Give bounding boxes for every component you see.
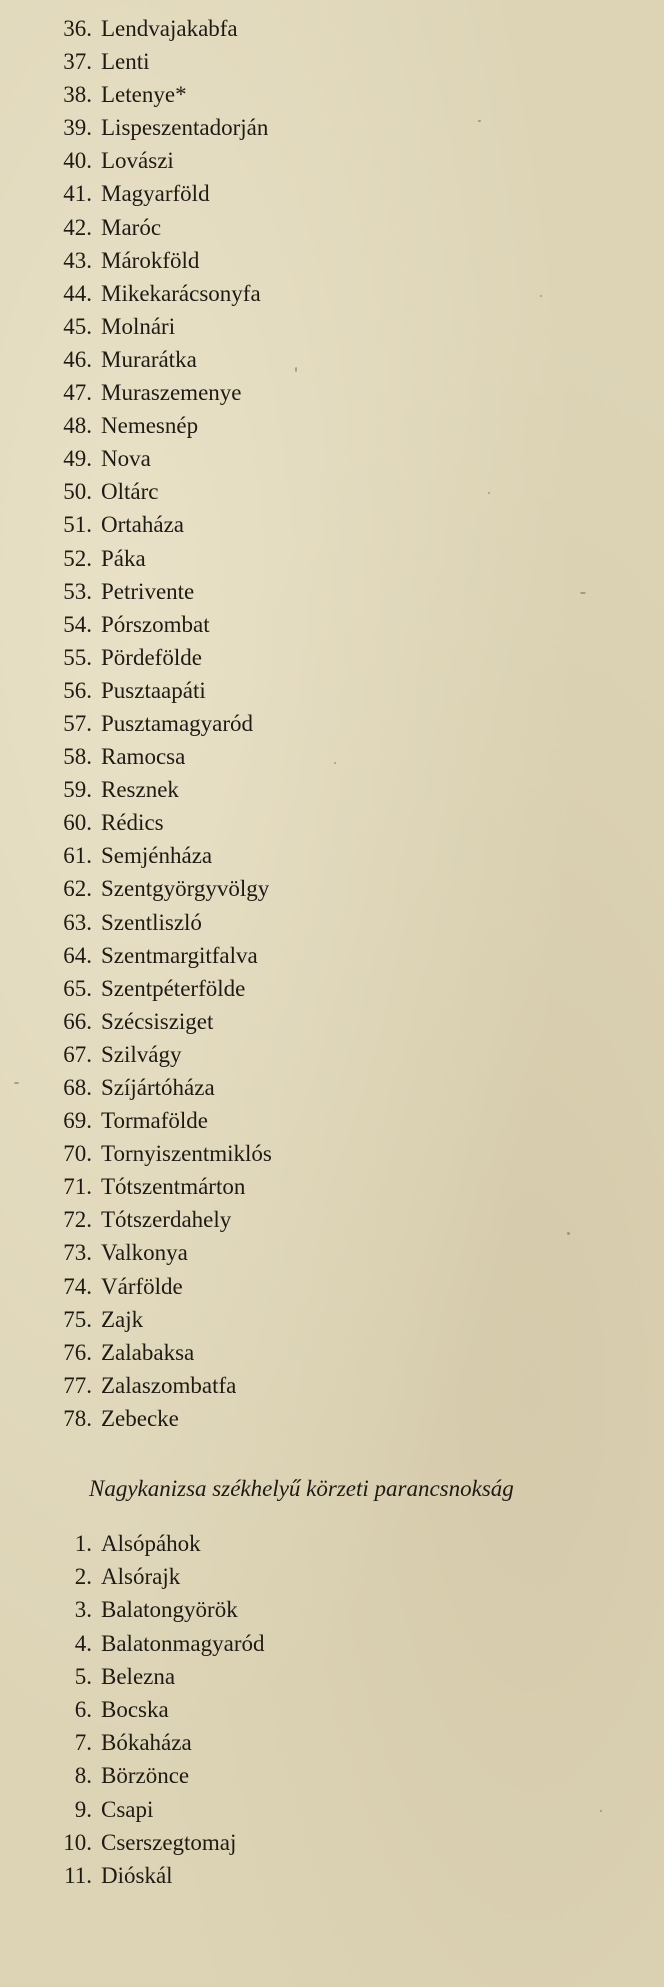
settlement-name: Letenye* xyxy=(101,82,187,108)
scan-speck xyxy=(540,295,542,297)
settlement-name: Alsópáhok xyxy=(101,1531,201,1556)
item-number: 51. xyxy=(63,512,92,538)
settlement-name: Mikekarácsonyfa xyxy=(101,280,261,306)
settlement-name: Ortaháza xyxy=(101,512,184,538)
settlement-name: Szilvágy xyxy=(101,1041,182,1067)
settlement-name: Molnári xyxy=(101,313,176,339)
settlement-name: Bocska xyxy=(101,1696,169,1722)
item-number: 38. xyxy=(63,82,92,108)
scan-speck xyxy=(14,1082,19,1084)
item-number: 4. xyxy=(74,1630,92,1656)
settlement-name: Zajk xyxy=(101,1306,144,1332)
item-number: 52. xyxy=(63,545,92,571)
settlement-name: Pusztamagyaród xyxy=(101,710,254,736)
item-number: 57. xyxy=(63,710,92,736)
item-number: 70. xyxy=(63,1141,92,1167)
settlement-name: Pusztaapáti xyxy=(101,677,206,703)
item-number: 8. xyxy=(74,1763,92,1789)
item-number: 37. xyxy=(63,49,92,75)
item-number: 2. xyxy=(74,1564,92,1590)
settlement-name: Belezna xyxy=(101,1663,176,1689)
item-number: 72. xyxy=(63,1207,92,1233)
item-number: 39. xyxy=(63,115,92,141)
item-number: 73. xyxy=(63,1240,92,1266)
section-heading: Nagykanizsa székhelyű körzeti parancsnokság xyxy=(89,1476,514,1501)
item-number: 75. xyxy=(63,1306,92,1332)
settlement-name: Muraszemenye xyxy=(101,380,242,406)
item-number: 58. xyxy=(63,744,92,770)
settlement-name: Zalaszombatfa xyxy=(101,1372,237,1398)
item-number: 69. xyxy=(63,1108,92,1134)
item-number: 60. xyxy=(63,810,92,836)
settlement-name: Petrivente xyxy=(101,578,195,604)
item-number: 68. xyxy=(63,1075,92,1100)
item-number: 67. xyxy=(63,1041,92,1067)
item-number: 65. xyxy=(63,975,92,1001)
item-number: 76. xyxy=(63,1339,92,1365)
item-number: 49. xyxy=(63,446,92,472)
settlement-name: Resznek xyxy=(101,777,179,803)
item-number: 74. xyxy=(63,1273,92,1299)
item-number: 55. xyxy=(63,644,92,670)
settlement-name: Rédics xyxy=(101,810,164,836)
item-number: 45. xyxy=(63,313,92,339)
item-number: 46. xyxy=(63,346,92,372)
item-number: 64. xyxy=(63,942,92,968)
settlement-name: Zalabaksa xyxy=(101,1339,195,1365)
item-number: 9. xyxy=(74,1796,92,1822)
settlement-name: Zebecke xyxy=(101,1405,179,1431)
settlement-name: Márokföld xyxy=(101,247,200,273)
item-number: 62. xyxy=(63,876,92,902)
item-number: 42. xyxy=(63,214,92,240)
settlement-name: Lendvajakabfa xyxy=(101,16,238,41)
item-number: 40. xyxy=(63,148,92,174)
settlement-name: Bókaháza xyxy=(101,1730,192,1756)
item-number: 3. xyxy=(74,1597,92,1623)
item-number: 6. xyxy=(74,1696,92,1722)
settlement-name: Tornyiszentmiklós xyxy=(101,1141,272,1167)
scan-speck xyxy=(488,492,490,494)
scan-speck xyxy=(295,367,297,372)
item-number: 47. xyxy=(63,380,92,406)
settlement-name: Murarátka xyxy=(101,346,197,372)
settlement-name: Alsórajk xyxy=(101,1564,181,1590)
item-number: 44. xyxy=(63,280,92,306)
item-number: 43. xyxy=(63,247,92,273)
item-number: 77. xyxy=(63,1372,92,1398)
settlement-name: Tormafölde xyxy=(101,1108,208,1134)
settlement-name: Cserszegtomaj xyxy=(101,1829,237,1855)
settlement-name: Pórszombat xyxy=(101,611,210,637)
item-number: 63. xyxy=(63,909,92,935)
settlement-name: Balatongyörök xyxy=(101,1597,238,1623)
settlement-name: Szentmargitfalva xyxy=(101,942,258,968)
scan-speck xyxy=(600,1810,602,1812)
settlement-name: Oltárc xyxy=(101,479,159,505)
item-number: 66. xyxy=(63,1008,92,1034)
settlement-name: Szécsisziget xyxy=(101,1008,214,1034)
settlement-name: Nemesnép xyxy=(101,413,199,439)
item-number: 1. xyxy=(74,1531,92,1556)
settlement-name: Ramocsa xyxy=(101,744,186,770)
settlement-name: Valkonya xyxy=(101,1240,188,1266)
settlement-name: Várfölde xyxy=(101,1273,183,1299)
item-number: 59. xyxy=(63,777,92,803)
settlement-name: Lenti xyxy=(101,49,150,75)
settlement-name: Páka xyxy=(101,545,146,571)
settlement-name: Nova xyxy=(101,446,151,472)
settlement-name: Lovászi xyxy=(101,148,174,174)
item-number: 10. xyxy=(63,1829,92,1855)
item-number: 7. xyxy=(74,1730,92,1756)
item-number: 61. xyxy=(63,843,92,869)
settlement-name: Szíjártóháza xyxy=(101,1075,215,1100)
item-number: 50. xyxy=(63,479,92,505)
settlement-name: Tótszerdahely xyxy=(101,1207,232,1233)
item-number: 11. xyxy=(64,1862,92,1888)
settlement-name: Szentliszló xyxy=(101,909,202,935)
item-number: 56. xyxy=(63,677,92,703)
settlement-name: Szentpéterfölde xyxy=(101,975,246,1001)
item-number: 53. xyxy=(63,578,92,604)
item-number: 78. xyxy=(63,1405,92,1431)
settlement-name: Börzönce xyxy=(101,1763,190,1789)
settlement-name: Semjénháza xyxy=(101,843,213,869)
item-number: 54. xyxy=(63,611,92,637)
settlement-name: Csapi xyxy=(101,1796,154,1822)
settlement-name: Pördefölde xyxy=(101,644,202,670)
item-number: 71. xyxy=(63,1174,92,1200)
scan-speck xyxy=(478,120,481,122)
settlement-name: Maróc xyxy=(101,214,162,240)
settlement-name: Dióskál xyxy=(101,1862,173,1888)
settlement-name: Szentgyörgyvölgy xyxy=(101,876,270,902)
settlement-name: Magyarföld xyxy=(101,181,210,207)
scan-speck xyxy=(567,1232,570,1235)
settlement-name: Balatonmagyaród xyxy=(101,1630,265,1656)
item-number: 41. xyxy=(63,181,92,207)
item-number: 48. xyxy=(63,413,92,439)
item-number: 5. xyxy=(74,1663,92,1689)
scan-speck xyxy=(334,762,336,764)
scan-speck xyxy=(580,592,586,594)
item-number: 36. xyxy=(63,16,92,41)
settlement-name: Lispeszentadorján xyxy=(101,115,269,141)
settlement-name: Tótszentmárton xyxy=(101,1174,246,1200)
